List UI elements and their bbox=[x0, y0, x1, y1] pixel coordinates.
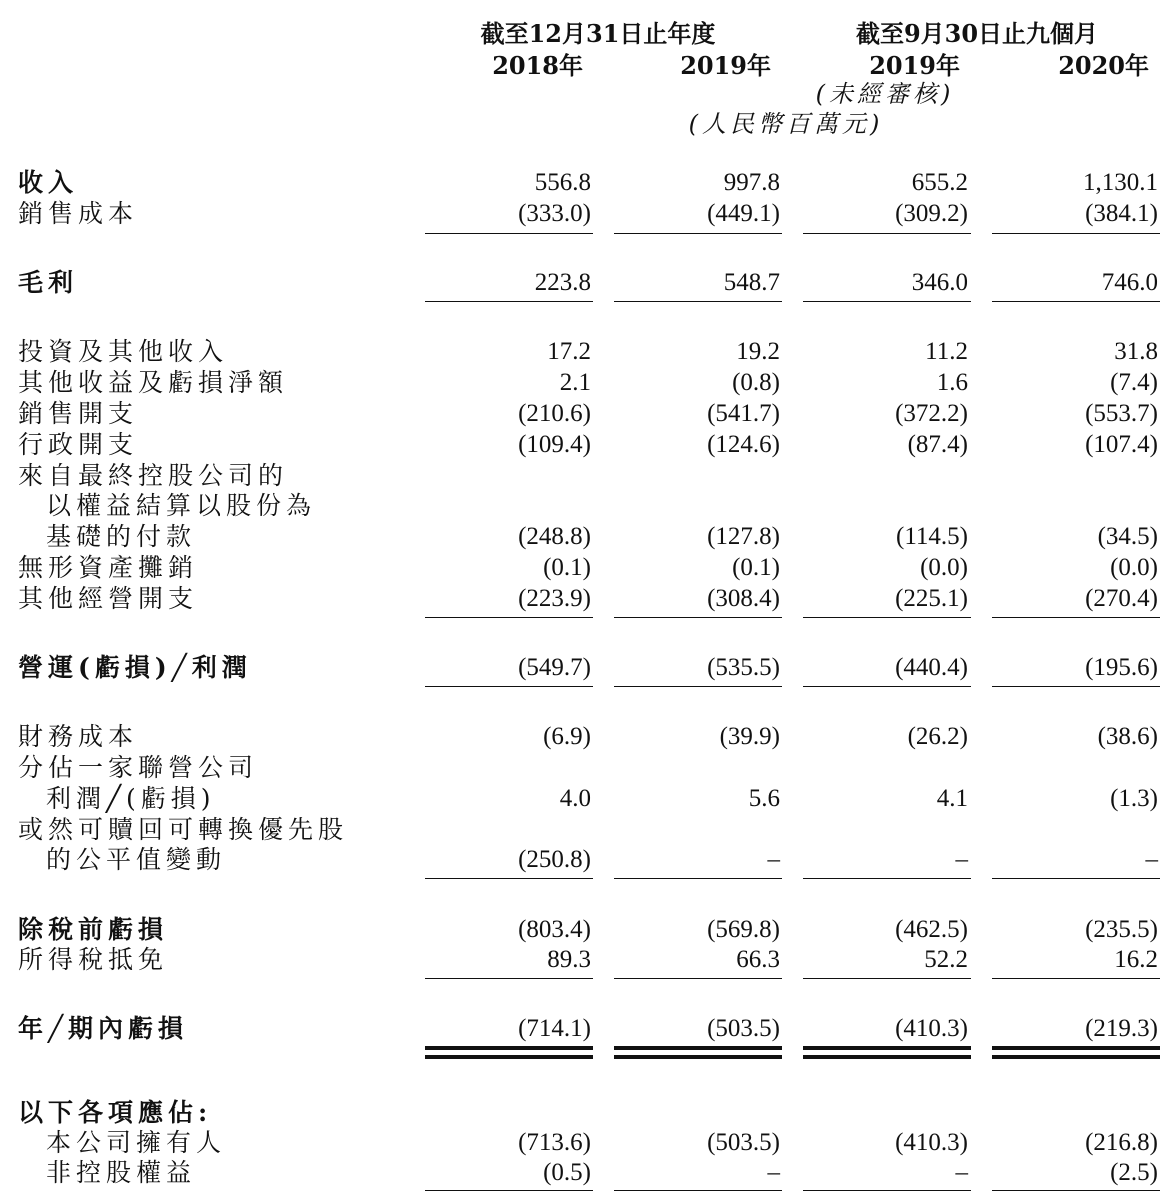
row-value-col3: (410.3) bbox=[895, 1015, 968, 1042]
row-value-col4: 1,130.1 bbox=[1083, 169, 1158, 196]
table-row bbox=[0, 522, 1174, 552]
row-value-col3: (225.1) bbox=[895, 585, 968, 612]
table-row bbox=[0, 268, 1174, 298]
row-value-col2: (449.1) bbox=[707, 200, 780, 227]
row-value-col3: 655.2 bbox=[911, 169, 968, 196]
underline-rule bbox=[992, 878, 1160, 879]
row-label: 所得稅抵免 bbox=[18, 945, 169, 974]
table-row bbox=[0, 553, 1174, 583]
underline-rule bbox=[614, 233, 782, 234]
row-value-col2: (569.8) bbox=[707, 916, 780, 943]
underline-rule bbox=[992, 301, 1160, 302]
underline-rule bbox=[803, 301, 971, 302]
row-value-col1: (714.1) bbox=[518, 1015, 591, 1042]
row-label: 或然可贖回可轉換優先股 bbox=[18, 815, 349, 844]
row-label: 行政開支 bbox=[18, 430, 139, 459]
row-value-col2: 997.8 bbox=[723, 169, 780, 196]
header-unit: (人民幣百萬元) bbox=[688, 110, 884, 138]
row-label: 毛利 bbox=[18, 268, 79, 297]
row-value-col3: (309.2) bbox=[895, 200, 968, 227]
underline-rule bbox=[992, 978, 1160, 979]
row-value-col1: 89.3 bbox=[547, 946, 591, 973]
row-value-col1: (109.4) bbox=[518, 431, 591, 458]
row-label: 其他經營開支 bbox=[18, 584, 199, 613]
row-value-col2: (0.8) bbox=[732, 369, 780, 396]
header-col3-year: 2019年 bbox=[869, 51, 960, 80]
row-value-col4: (219.3) bbox=[1085, 1015, 1158, 1042]
row-value-col2: (541.7) bbox=[707, 400, 780, 427]
row-value-col1: (803.4) bbox=[518, 916, 591, 943]
header-col1-year: 2018年 bbox=[492, 51, 583, 80]
row-label: 年╱期內虧損 bbox=[18, 1014, 189, 1043]
underline-rule bbox=[425, 686, 593, 687]
table-row bbox=[0, 337, 1174, 367]
header-col4-year: 2020年 bbox=[1058, 51, 1149, 80]
table-row bbox=[0, 945, 1174, 975]
row-value-col1: (549.7) bbox=[518, 654, 591, 681]
header-group2-title: 截至9月30日止九個月 bbox=[855, 19, 1099, 48]
row-label: 非控股權益 bbox=[46, 1158, 197, 1187]
underline-rule bbox=[614, 301, 782, 302]
underline-rule bbox=[992, 686, 1160, 687]
row-value-col4: 31.8 bbox=[1114, 338, 1158, 365]
underline-rule bbox=[614, 686, 782, 687]
row-value-col3: (410.3) bbox=[895, 1129, 968, 1156]
underline-rule bbox=[992, 233, 1160, 234]
table-row bbox=[0, 368, 1174, 398]
row-value-col4: – bbox=[1145, 846, 1158, 873]
row-value-col2: (124.6) bbox=[707, 431, 780, 458]
row-value-col1: 2.1 bbox=[559, 369, 591, 396]
row-value-col1: (0.5) bbox=[543, 1159, 591, 1186]
row-value-col3: (440.4) bbox=[895, 654, 968, 681]
row-value-col4: (7.4) bbox=[1110, 369, 1158, 396]
row-value-col4: (34.5) bbox=[1097, 523, 1158, 550]
table-row bbox=[0, 491, 1174, 521]
underline-rule bbox=[992, 1190, 1160, 1191]
row-value-col2: 5.6 bbox=[748, 785, 780, 812]
row-value-col4: (107.4) bbox=[1085, 431, 1158, 458]
underline-rule bbox=[614, 978, 782, 979]
table-row bbox=[0, 784, 1174, 814]
row-value-col3: (0.0) bbox=[920, 554, 968, 581]
table-row bbox=[0, 1014, 1174, 1044]
underline-rule bbox=[803, 686, 971, 687]
row-value-col4: (2.5) bbox=[1110, 1159, 1158, 1186]
row-value-col4: (0.0) bbox=[1110, 554, 1158, 581]
underline-rule bbox=[803, 617, 971, 618]
row-label: 分佔一家聯營公司 bbox=[18, 753, 259, 782]
table-row bbox=[0, 1098, 1174, 1128]
row-value-col2: (503.5) bbox=[707, 1129, 780, 1156]
row-value-col3: 1.6 bbox=[936, 369, 968, 396]
row-value-col3: (462.5) bbox=[895, 916, 968, 943]
row-value-col1: 223.8 bbox=[534, 269, 591, 296]
table-row bbox=[0, 845, 1174, 875]
row-value-col1: 17.2 bbox=[547, 338, 591, 365]
row-label: 財務成本 bbox=[18, 722, 139, 751]
row-label: 來自最終控股公司的 bbox=[18, 461, 289, 490]
row-value-col1: (248.8) bbox=[518, 523, 591, 550]
underline-rule bbox=[614, 617, 782, 618]
underline-rule bbox=[803, 978, 971, 979]
row-label: 銷售成本 bbox=[18, 199, 139, 228]
row-value-col3: 346.0 bbox=[911, 269, 968, 296]
table-row bbox=[0, 915, 1174, 945]
row-value-col1: (223.9) bbox=[518, 585, 591, 612]
table-row bbox=[0, 1128, 1174, 1158]
row-value-col3: (26.2) bbox=[907, 723, 968, 750]
row-label: 以下各項應佔: bbox=[18, 1098, 213, 1127]
row-value-col2: (39.9) bbox=[719, 723, 780, 750]
row-label: 以權益結算以股份為 bbox=[46, 491, 317, 520]
row-value-col4: (1.3) bbox=[1110, 785, 1158, 812]
row-value-col4: (38.6) bbox=[1097, 723, 1158, 750]
row-value-col4: (235.5) bbox=[1085, 916, 1158, 943]
row-value-col2: (308.4) bbox=[707, 585, 780, 612]
row-value-col1: (713.6) bbox=[518, 1129, 591, 1156]
row-value-col3: 52.2 bbox=[924, 946, 968, 973]
row-value-col3: 4.1 bbox=[936, 785, 968, 812]
table-row bbox=[0, 584, 1174, 614]
row-value-col2: 19.2 bbox=[736, 338, 780, 365]
header-group1-title: 截至12月31日止年度 bbox=[480, 19, 716, 48]
row-label: 的公平值變動 bbox=[46, 845, 227, 874]
underline-rule bbox=[425, 878, 593, 879]
row-value-col2: (127.8) bbox=[707, 523, 780, 550]
row-value-col1: (6.9) bbox=[543, 723, 591, 750]
table-row bbox=[0, 430, 1174, 460]
underline-rule bbox=[425, 301, 593, 302]
underline-rule bbox=[425, 1190, 593, 1191]
row-value-col1: (210.6) bbox=[518, 400, 591, 427]
double-underline-rule bbox=[992, 1046, 1160, 1059]
row-value-col1: (333.0) bbox=[518, 200, 591, 227]
table-row bbox=[0, 653, 1174, 683]
row-label: 投資及其他收入 bbox=[18, 337, 229, 366]
row-value-col4: 746.0 bbox=[1101, 269, 1158, 296]
row-label: 無形資產攤銷 bbox=[18, 553, 199, 582]
row-value-col2: 548.7 bbox=[723, 269, 780, 296]
underline-rule bbox=[425, 233, 593, 234]
row-value-col2: – bbox=[767, 1159, 780, 1186]
underline-rule bbox=[803, 1190, 971, 1191]
row-label: 本公司擁有人 bbox=[46, 1128, 227, 1157]
row-value-col2: (535.5) bbox=[707, 654, 780, 681]
underline-rule bbox=[614, 878, 782, 879]
table-row bbox=[0, 815, 1174, 845]
row-label: 其他收益及虧損淨額 bbox=[18, 368, 289, 397]
row-value-col2: (503.5) bbox=[707, 1015, 780, 1042]
table-row bbox=[0, 722, 1174, 752]
underline-rule bbox=[614, 1190, 782, 1191]
row-value-col1: (250.8) bbox=[518, 846, 591, 873]
table-row bbox=[0, 399, 1174, 429]
table-row bbox=[0, 461, 1174, 491]
row-value-col2: 66.3 bbox=[736, 946, 780, 973]
double-underline-rule bbox=[803, 1046, 971, 1059]
table-row bbox=[0, 1158, 1174, 1188]
row-label: 利潤╱(虧損) bbox=[46, 784, 216, 813]
row-value-col2: – bbox=[767, 846, 780, 873]
row-value-col3: 11.2 bbox=[925, 338, 968, 365]
table-row bbox=[0, 199, 1174, 229]
underline-rule bbox=[425, 617, 593, 618]
row-value-col4: (195.6) bbox=[1085, 654, 1158, 681]
row-value-col3: (87.4) bbox=[907, 431, 968, 458]
row-value-col1: 556.8 bbox=[534, 169, 591, 196]
row-value-col3: – bbox=[955, 1159, 968, 1186]
double-underline-rule bbox=[425, 1046, 593, 1059]
row-value-col4: (553.7) bbox=[1085, 400, 1158, 427]
underline-rule bbox=[803, 233, 971, 234]
row-value-col3: (372.2) bbox=[895, 400, 968, 427]
underline-rule bbox=[425, 978, 593, 979]
row-value-col3: – bbox=[955, 846, 968, 873]
header-unaudited: (未經審核) bbox=[815, 80, 955, 108]
row-label: 營運(虧損)╱利潤 bbox=[18, 653, 252, 682]
row-value-col2: (0.1) bbox=[732, 554, 780, 581]
double-underline-rule bbox=[614, 1046, 782, 1059]
row-value-col4: (216.8) bbox=[1085, 1129, 1158, 1156]
row-value-col1: 4.0 bbox=[559, 785, 591, 812]
row-label: 銷售開支 bbox=[18, 399, 139, 428]
table-row bbox=[0, 168, 1174, 198]
row-value-col4: (270.4) bbox=[1085, 585, 1158, 612]
row-value-col4: (384.1) bbox=[1085, 200, 1158, 227]
underline-rule bbox=[992, 617, 1160, 618]
row-value-col1: (0.1) bbox=[543, 554, 591, 581]
row-label: 收入 bbox=[18, 168, 79, 197]
header-col2-year: 2019年 bbox=[680, 51, 771, 80]
row-value-col3: (114.5) bbox=[896, 523, 968, 550]
row-label: 除稅前虧損 bbox=[18, 915, 169, 944]
row-label: 基礎的付款 bbox=[46, 522, 197, 551]
underline-rule bbox=[803, 878, 971, 879]
table-row bbox=[0, 753, 1174, 783]
row-value-col4: 16.2 bbox=[1114, 946, 1158, 973]
